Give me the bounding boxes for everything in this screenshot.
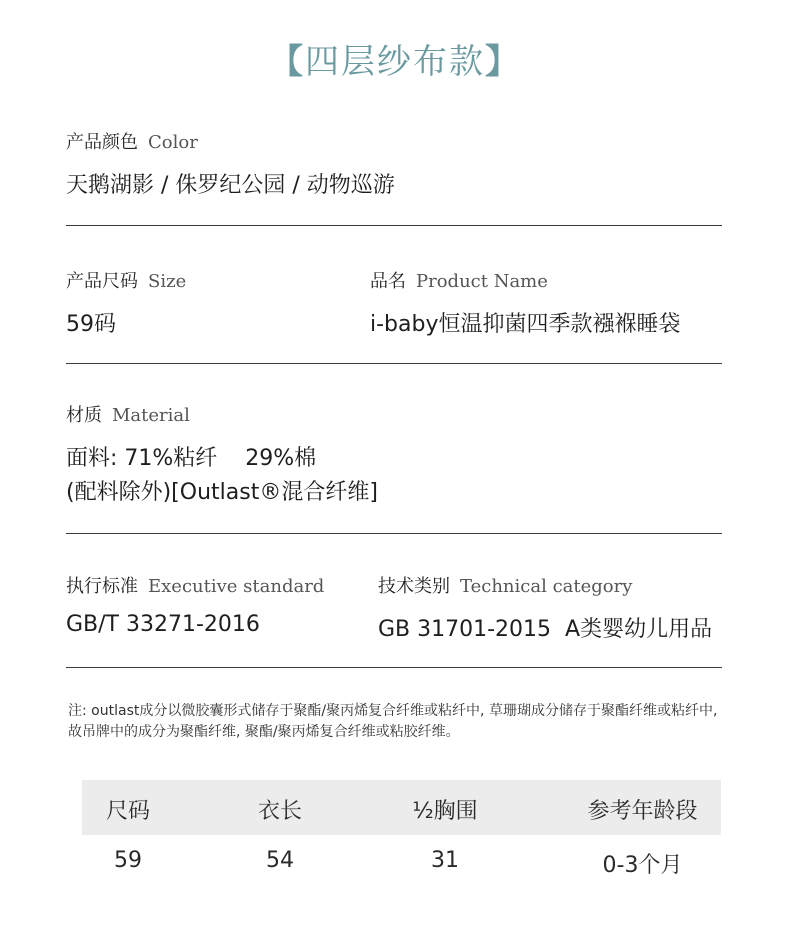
table-cell-length: 54 (266, 848, 294, 873)
divider (66, 667, 722, 668)
color-value: 天鹅湖影 / 侏罗纪公园 / 动物巡游 (66, 173, 395, 198)
size-label (66, 267, 186, 293)
table-cell-size: 59 (114, 848, 142, 873)
category-label (378, 572, 632, 598)
category-label-cn: 技术类别 (378, 576, 450, 597)
size-label-cn: 产品尺码 (66, 271, 138, 292)
size-value: 59码 (66, 312, 116, 337)
table-header-chest: ½胸围 (412, 799, 478, 824)
standard-label-en: Executive standard (148, 576, 325, 597)
material-line-2: (配料除外)[Outlast®混合纤维] (66, 480, 378, 505)
standard-label (66, 572, 324, 598)
material-label-cn: 材质 (66, 405, 102, 426)
table-cell-age: 0-3个月 (602, 853, 683, 878)
category-value: GB 31701-2015 A类婴幼儿用品 (378, 617, 713, 642)
product-name-label-cn: 品名 (370, 271, 406, 292)
footnote: 注: outlast成分以微胶囊形式储存于聚酯/聚丙烯复合纤维或粘纤中, 草珊瑚成分储存于聚酯纤维或粘纤中, 故吊牌中的成分为聚酯纤维, 聚酯/聚丙烯复合纤维或粘胶纤维。 (68, 703, 718, 740)
table-header-length: 衣长 (257, 799, 302, 824)
table-header-age: 参考年龄段 (587, 799, 698, 824)
size-label-en: Size (148, 271, 187, 292)
material-label-en: Material (112, 405, 190, 426)
divider (66, 533, 722, 534)
color-label-cn: 产品颜色 (66, 132, 138, 153)
category-label-en: Technical category (460, 576, 633, 597)
divider (66, 225, 722, 226)
title-bracket-left: 【 (269, 42, 305, 82)
product-name-label-en: Product Name (416, 271, 548, 292)
title-bracket-right: 】 (485, 42, 521, 82)
product-name-value: i-baby恒温抑菌四季款襁褓睡袋 (370, 312, 681, 337)
material-line-1: 面料: 71%粘纤 29%棉 (66, 446, 317, 471)
table-header-size: 尺码 (105, 799, 150, 824)
table-cell-chest: 31 (431, 848, 459, 873)
color-label-en: Color (148, 132, 198, 153)
material-label (66, 401, 190, 427)
standard-label-cn: 执行标准 (66, 576, 138, 597)
title-text: 四层纱布款 (305, 42, 485, 82)
divider (66, 363, 722, 364)
page-title (0, 34, 790, 83)
standard-value: GB/T 33271-2016 (66, 612, 260, 637)
product-name-label (370, 267, 548, 293)
color-label (66, 128, 198, 154)
